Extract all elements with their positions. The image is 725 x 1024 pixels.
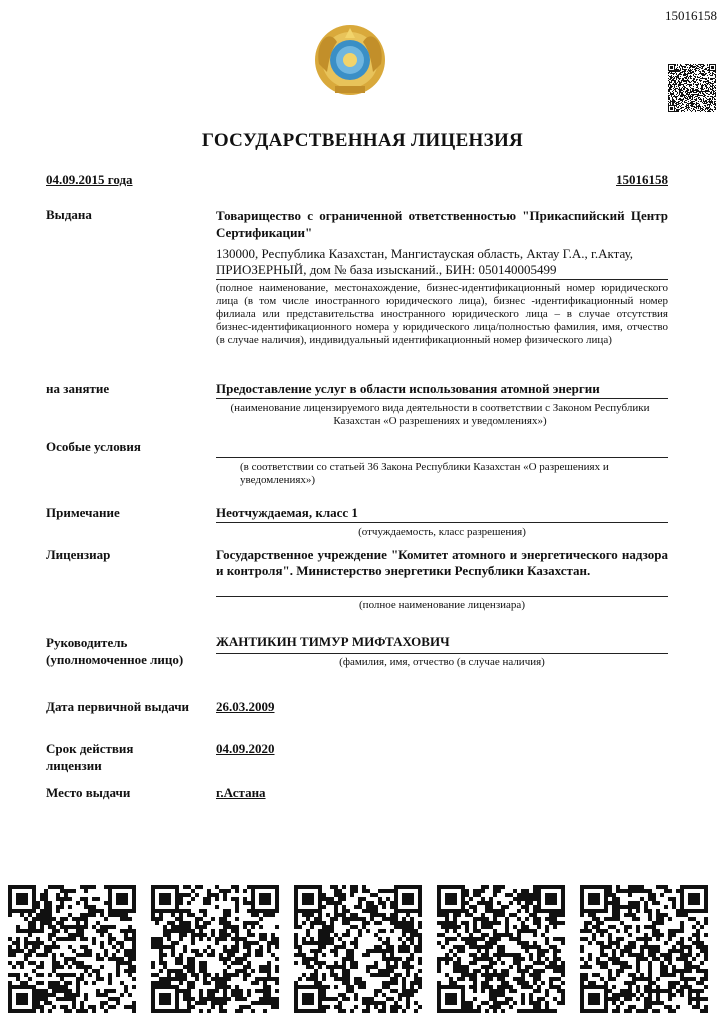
head-name: ЖАНТИКИН ТИМУР МИФТАХОВИЧ <box>216 634 450 649</box>
special-conditions-label: Особые условия <box>46 439 141 454</box>
licensor-label: Лицензиар <box>46 547 111 562</box>
validity-label-sub: лицензии <box>46 758 102 773</box>
place-value: г.Астана <box>216 785 266 800</box>
divider <box>216 279 668 280</box>
activity-hint: (наименование лицензируемого вида деятельности в соответствии с Законом Республики Казахстан «О разрешениях и уведомлениях») <box>230 402 650 427</box>
issued-to-label: Выдана <box>46 207 92 222</box>
qr-code-icon <box>580 885 708 1013</box>
license-number: 15016158 <box>616 172 668 187</box>
head-hint: (фамилия, имя, отчество (в случае наличия) <box>339 656 545 668</box>
divider <box>216 457 668 458</box>
qr-code-icon <box>151 885 279 1013</box>
licensor-hint: (полное наименование лицензиара) <box>359 599 525 611</box>
divider <box>216 398 668 399</box>
qr-code-strip <box>8 885 718 1013</box>
document-number-top: 15016158 <box>665 8 717 23</box>
activity-value: Предоставление услуг в области использования атомной энергии <box>216 381 600 396</box>
licensor-value: Государственное учреждение "Комитет атомного и энергетического надзора и контроля". Министерство энергетики Республики Казахстан. <box>216 547 668 578</box>
divider <box>216 596 668 597</box>
state-emblem-icon <box>313 20 387 100</box>
first-issue-date: 26.03.2009 <box>216 699 275 714</box>
note-hint: (отчуждаемость, класс разрешения) <box>358 526 526 538</box>
activity-label: на занятие <box>46 381 110 396</box>
qr-code-icon <box>437 885 565 1013</box>
special-conditions-hint: (в соответствии со статьей 36 Закона Республики Казахстан «О разрешениях и уведомлениях») <box>240 461 609 486</box>
issue-date: 04.09.2015 года <box>46 172 133 187</box>
issued-to-hint: (полное наименование, местонахождение, бизнес-идентификационный номер юридического лица (в том числе иностранного юридического лица), бизнес -идентификационный номер филиала или представительства иностранного юридического лица – в случае отсутствия бизнес-идентификационного номера у юридического лица/полностью фамилия, имя, отчество (в случае наличия), индивидуальный идентификационный номер физического лица) <box>216 282 668 346</box>
place-label: Место выдачи <box>46 785 131 800</box>
validity-date: 04.09.2020 <box>216 741 275 756</box>
qr-code-icon <box>8 885 136 1013</box>
qr-code-icon <box>294 885 422 1013</box>
head-label: Руководитель <box>46 635 128 650</box>
licensee-address-line1: 130000, Республика Казахстан, Мангистауская область, Актау Г.А., г.Актау, <box>216 246 634 261</box>
validity-label: Срок действия <box>46 741 134 756</box>
qr-code-icon <box>668 64 716 112</box>
note-value: Неотчуждаемая, класс 1 <box>216 505 358 520</box>
divider <box>216 522 668 523</box>
first-issue-label: Дата первичной выдачи <box>46 699 190 714</box>
head-label-sub: (уполномоченное лицо) <box>46 652 184 667</box>
document-title: ГОСУДАРСТВЕННАЯ ЛИЦЕНЗИЯ <box>201 130 524 151</box>
licensee-name: Товарищество с ограниченной ответственностью "Прикаспийский Центр Сертификации" <box>216 208 668 240</box>
note-label: Примечание <box>46 505 120 520</box>
divider <box>216 653 668 654</box>
licensee-address-line2: ПРИОЗЕРНЫЙ, дом № база изысканий., БИН: 050140005499 <box>216 262 557 277</box>
